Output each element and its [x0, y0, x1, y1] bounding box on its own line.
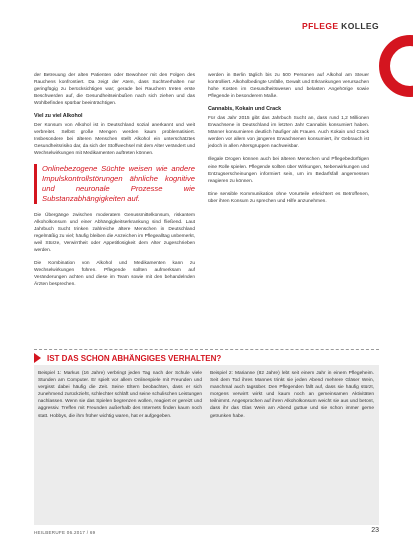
section-label-prefix: PFLEGE: [302, 21, 339, 31]
divider: [34, 349, 379, 350]
paragraph: Die Kombination von Alkohol und Medikamenten kann zu Wechselwirkungen führen. Pflegende sollten aufmerksam auf Veränderungen achten und diese im Team sowie mit den behandelnden Ärzten besprechen.: [34, 260, 195, 287]
subheading-cannabis: Cannabis, Kokain und Crack: [208, 106, 282, 113]
paragraph: Der Konsum von Alkohol ist in Deutschland sozial anerkannt und weit verbreitet. Selbst große Mengen werden kaum problematisiert. Insbesondere bei älteren Menschen stellt Alkohol ein unterschätztes Gesundheitsrisiko dar, da sich der Stoffwechsel mit dem Alter verändert und Wechselwirkungen mit Medikamenten auftreten können.: [34, 123, 195, 157]
page-number: 23: [371, 527, 379, 534]
box-heading: [34, 353, 221, 363]
paragraph: Für das Jahr 2015 gibt das Jahrbuch Sucht an, dass rund 1,2 Millionen Erwachsene in Deutschland im letzten Jahr Cannabis konsumiert haben. Männer konsumieren deutlich häufiger als Frauen. Auch Kokain und Crack werden vor allem von jüngeren Erwachsenen konsumiert, ihr Gebrauch ist jedoch in allen Altersgruppen nachweisbar.: [208, 116, 369, 150]
corner-decoration: [379, 35, 413, 97]
arrow-icon: [34, 353, 41, 363]
example-2: Beispiel 2: Marianne (82 Jahre) lebt seit einem Jahr in einem Pflegeheim. Seit dem Tod ihres Mannes trinkt sie jeden Abend mehrere Gläser Wein, manchmal auch tagsüber. Den Pflegenden fällt auf, dass sie häufig stürzt, morgens verwirrt wirkt und kaum noch an gemeinsamen Aktivitäten teilnimmt. Angesprochen auf ihren Alkoholkonsum weicht sie aus und betont, dass ihr das Glas Wein am Abend guttue und sie schon immer gerne getrunken habe.: [210, 371, 374, 419]
subheading-alcohol: Viel zu viel Alkohol: [34, 113, 83, 120]
box-heading-text: IST DAS SCHON ABHÄNGIGES VERHALTEN?: [47, 353, 222, 363]
paragraph: werden in Berlin täglich bis zu 500 Personen auf Alkohol am Steuer kontrolliert. Alkoholbedingte Unfälle, Gewalt und Erkrankungen verursachen hohe Kosten im Gesundheitswesen und belasten Angehörige sowie Pflegende in besonderem Maße.: [208, 73, 369, 100]
left-column: [34, 72, 195, 294]
right-column: [208, 72, 369, 211]
section-label: [302, 21, 379, 31]
paragraph: Die Übergänge zwischen moderatem Genussmittelkonsum, riskantem Alkoholkonsum und einer Abhängigkeitserkrankung sind fließend. Laut Jahrbuch Sucht trinken zahlreiche ältere Menschen in Deutschland regelmäßig zu viel; häufig bleiben die Anzeichen im Pflegealltag unbemerkt, weil Stürze, Verwirrtheit oder Appetitlosigkeit dem Alter zugeschrieben werden.: [34, 212, 195, 253]
paragraph: Eine sensible Kommunikation ohne Vorurteile erleichtert es Betroffenen, über ihren Konsum zu sprechen und Hilfe anzunehmen.: [208, 191, 369, 204]
footer-publication: HEILBERUFE 06.2017 / 69: [34, 530, 96, 535]
paragraph: der Betreuung der alten Patienten oder Bewohner mit den Folgen des Rauchens konfrontiert. Da zeigt der Atem, dass Suchtverhalten nur geringfügig zu berücksichtigen war; gerade bei Rauchern treten erste Beschwerden auf, die Gesundheitseinbußen nach sich ziehen und das Wohlbefinden spürbar beeinträchtigen.: [34, 73, 195, 107]
paragraph: Illegale Drogen können auch bei älteren Menschen und Pflegebedürftigen eine Rolle spielen. Pflegende sollten über Wirkungen, Nebenwirkungen und Entzugserscheinungen informiert sein, um im Bedarfsfall angemessen reagieren zu können.: [208, 157, 369, 184]
section-label-suffix: KOLLEG: [341, 21, 379, 31]
example-1: Beispiel 1: Markus (16 Jahre) verbringt jeden Tag nach der Schule viele Stunden am Computer. Er spielt vor allem Onlinespiele mit Freunden und vergisst dabei häufig die Zeit. Seine Eltern beobachten, dass er sich zunehmend zurückzieht, schlechter schläft und seine schulischen Leistungen nachlassen. Wenn sie das Spielen begrenzen wollen, reagiert er gereizt und aggressiv. Treffen mit Freunden außerhalb des Internets finden kaum noch statt. Hobbys, die ihm früher wichtig waren, hat er aufgegeben.: [38, 371, 202, 419]
example-box: [34, 365, 379, 525]
pull-quote: Onlinebezogene Süchte weisen wie andere Impulskontrollstörungen ähnliche kognitive und neuronale Prozesse wie Substanzabhängigkeiten auf.: [34, 164, 195, 204]
